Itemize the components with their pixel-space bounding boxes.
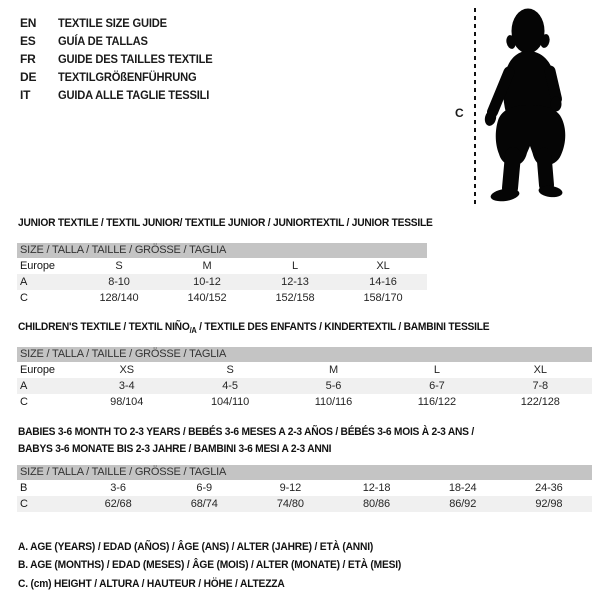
size-cell: XS — [119, 364, 134, 376]
size-cell: 8-10 — [108, 276, 130, 288]
language-legend — [20, 14, 224, 104]
size-cell: M — [202, 260, 212, 272]
table-row — [17, 394, 592, 410]
toddler-silhouette-icon — [480, 5, 600, 215]
children-title-subscript: /A — [189, 326, 197, 336]
size-cell: 18-24 — [448, 482, 477, 494]
size-cell: 12-18 — [362, 482, 391, 494]
size-header-bar: SIZE / TALLA / TAILLE / GRÖSSE / TAGLIA — [17, 243, 427, 258]
size-cell: L — [291, 260, 299, 272]
legend-row-de — [20, 68, 224, 86]
legend-code: IT — [20, 88, 31, 102]
size-cell: L — [433, 364, 440, 376]
row-label: A — [20, 380, 28, 392]
row-label: C — [20, 396, 28, 408]
table-row — [17, 258, 427, 274]
size-cell: 3-6 — [110, 482, 126, 494]
size-cell: XL — [376, 260, 390, 272]
children-title-post: / TEXTILE DES ENFANTS / KINDERTEXTIL / BAMBINI TESSILE — [196, 321, 490, 333]
size-cell: 7-8 — [532, 380, 549, 392]
size-cell: 62/68 — [104, 498, 132, 510]
size-cell: 104/110 — [210, 396, 250, 408]
legend-code: DE — [20, 70, 37, 84]
table-row — [17, 496, 592, 512]
size-cell: 24-36 — [535, 482, 563, 494]
legend-row-en — [20, 14, 224, 32]
size-cell: 4-5 — [222, 380, 238, 392]
row-label: B — [20, 482, 28, 494]
table-row — [17, 362, 592, 378]
size-cell: 128/140 — [99, 292, 139, 304]
size-cell: 6-9 — [196, 482, 213, 494]
size-cell: 9-12 — [279, 482, 302, 494]
row-label: Europe — [20, 260, 55, 272]
size-cell: 6-7 — [429, 380, 445, 392]
table-row — [17, 378, 592, 394]
footnote-c: C. (cm) HEIGHT / ALTURA / HAUTEUR / HÖHE / ALTEZZA — [18, 577, 285, 590]
legend-text: GUIDE DES TAILLES TEXTILE — [58, 52, 213, 66]
size-cell: M — [328, 364, 339, 376]
legend-code: ES — [20, 34, 36, 48]
size-cell: 5-6 — [325, 380, 342, 392]
size-cell: 140/152 — [187, 292, 227, 304]
legend-text: TEXTILE SIZE GUIDE — [58, 16, 167, 30]
size-cell: 110/116 — [314, 396, 353, 408]
table-row — [17, 480, 592, 496]
legend-row-it — [20, 86, 224, 104]
legend-row-fr — [20, 50, 224, 68]
legend-code: EN — [20, 16, 37, 30]
babies-table-title-line2: BABYS 3-6 MONATE BIS 2-3 JAHRE / BAMBINI 3-6 MESI A 2-3 ANNI — [18, 443, 332, 455]
legend-text: GUIDA ALLE TAGLIE TESSILI — [58, 88, 210, 102]
junior-size-table — [17, 258, 427, 306]
size-cell: 12-13 — [281, 276, 309, 288]
size-header-bar: SIZE / TALLA / TAILLE / GRÖSSE / TAGLIA — [17, 347, 592, 362]
size-cell: S — [226, 364, 234, 376]
size-cell: 98/104 — [110, 396, 144, 408]
children-size-table — [17, 362, 592, 410]
size-cell: 122/128 — [520, 396, 560, 408]
row-label: C — [20, 292, 28, 304]
size-cell: 92/98 — [535, 498, 563, 510]
children-title-pre: CHILDREN'S TEXTILE / TEXTIL NIÑO — [18, 321, 190, 333]
legend-text: TEXTILGRÖßENFÜHRUNG — [58, 70, 197, 84]
table-row — [17, 290, 427, 306]
size-cell: 152/158 — [275, 292, 315, 304]
size-header-bar: SIZE / TALLA / TAILLE / GRÖSSE / TAGLIA — [17, 465, 592, 480]
row-label: C — [20, 498, 28, 510]
size-cell: 68/74 — [190, 498, 218, 510]
size-cell: 14-16 — [369, 276, 397, 288]
height-dashed-line — [474, 8, 476, 205]
footnote-b: B. AGE (MONTHS) / EDAD (MESES) / ÂGE (MOIS) / ALTER (MONATE) / ETÀ (MESI) — [18, 559, 402, 572]
size-cell: 74/80 — [276, 498, 304, 510]
size-cell: 86/92 — [449, 498, 477, 510]
babies-size-table — [17, 480, 592, 512]
row-label: Europe — [20, 364, 55, 376]
size-cell: 158/170 — [363, 292, 403, 304]
size-cell: XL — [533, 364, 547, 376]
size-cell: 116/122 — [417, 396, 456, 408]
footnote-a: A. AGE (YEARS) / EDAD (AÑOS) / ÂGE (ANS) / ALTER (JAHRE) / ETÀ (ANNI) — [18, 541, 374, 553]
size-cell: 3-4 — [118, 380, 135, 392]
junior-table-title: JUNIOR TEXTILE / TEXTIL JUNIOR/ TEXTILE JUNIOR / JUNIORTEXTIL / JUNIOR TESSILE — [18, 217, 433, 229]
row-label: A — [20, 276, 28, 288]
legend-code: FR — [20, 52, 36, 66]
children-table-title — [18, 321, 489, 335]
footnotes — [18, 538, 430, 593]
legend-text: GUÍA DE TALLAS — [58, 34, 148, 48]
babies-table-title-line1: BABIES 3-6 MONTH TO 2-3 YEARS / BEBÉS 3-6 MESES A 2-3 AÑOS / BÉBÉS 3-6 MOIS À 2-3 ANS / — [18, 426, 474, 438]
size-cell: 80/86 — [363, 498, 391, 510]
size-cell: 10-12 — [193, 276, 221, 288]
legend-row-es — [20, 32, 224, 50]
table-row — [17, 274, 427, 290]
size-cell: S — [115, 260, 123, 272]
figure-height-label: C — [455, 106, 464, 120]
